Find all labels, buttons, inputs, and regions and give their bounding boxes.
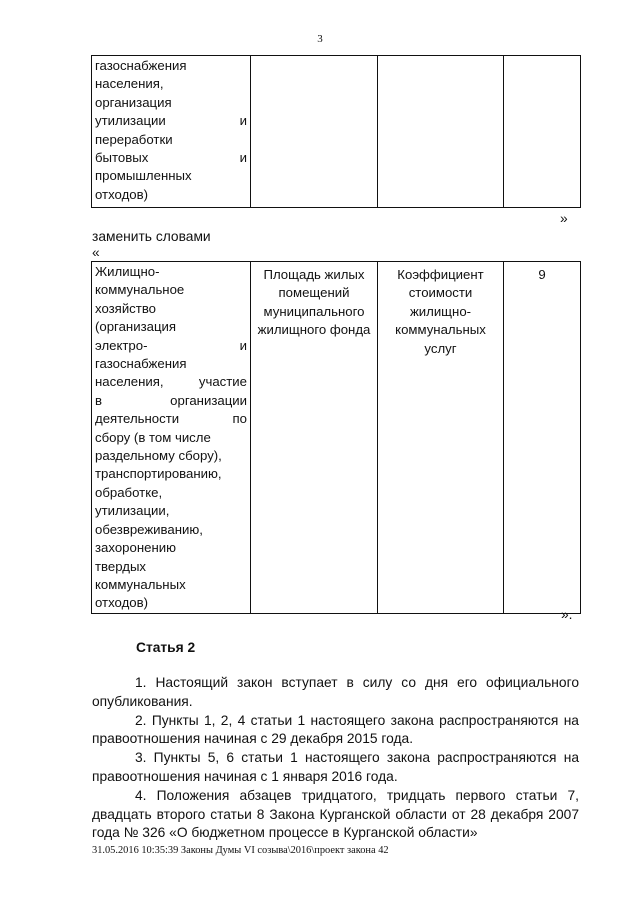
table-top-col3 xyxy=(378,56,504,208)
cell-line xyxy=(95,373,247,391)
table-bottom-col2 xyxy=(251,262,378,614)
cell-line: коммунальных xyxy=(95,576,186,592)
table-top-col2 xyxy=(251,56,378,208)
cell-line xyxy=(95,337,247,355)
cell-line: переработки xyxy=(95,131,173,147)
cell-line: газоснабжения xyxy=(95,58,187,73)
paragraph: 4. Положения абзацев тридцатого, тридцать первого статьи 7, двадцать второго статьи 8 Закона Курганской области от 28 декабря 2007 года № 326 «О бюджетном процессе в Курганской области» xyxy=(92,787,579,841)
cell-line-left: утилизации xyxy=(95,113,166,129)
page-number: 3 xyxy=(317,33,323,45)
col3-line: услуг xyxy=(424,340,457,356)
col3-line: коммунальных xyxy=(395,322,486,338)
paragraph: 2. Пункты 1, 2, 4 статьи 1 настоящего закона распространяются на правоотношения начиная с 29 декабря 2015 года. xyxy=(92,712,579,747)
cell-line: организация xyxy=(95,94,172,110)
cell-line: захоронению xyxy=(95,540,176,556)
table-top-col1-lines xyxy=(95,57,247,204)
paragraph: 1. Настоящий закон вступает в силу со дня его официального опубликования. xyxy=(92,675,579,709)
table-bottom-col1-lines xyxy=(95,263,247,613)
cell-line-left: населения, xyxy=(95,374,164,390)
cell-line: обработке, xyxy=(95,484,163,500)
cell-line: утилизации, xyxy=(95,503,170,519)
cell-line: твердых xyxy=(95,558,147,574)
col3-line: жилищно- xyxy=(409,303,472,319)
cell-line-left: бытовых xyxy=(95,150,149,166)
open-quote: « xyxy=(92,245,100,260)
cell-line-right: и xyxy=(239,113,247,129)
cell-line: промышленных xyxy=(95,168,192,184)
table-top xyxy=(91,55,581,208)
cell-line-right: по xyxy=(232,411,247,427)
cell-line-right: участие xyxy=(198,374,247,390)
col2-line: помещений xyxy=(278,285,350,301)
article-title: Статья 2 xyxy=(136,640,196,655)
table-top-col1 xyxy=(92,56,251,208)
cell-line: коммунальное xyxy=(95,282,185,298)
cell-line: обезвреживанию, xyxy=(95,521,203,537)
cell-line-left: электро- xyxy=(95,337,148,353)
cell-line: сбору (в том числе xyxy=(95,429,211,445)
table-bottom-col1 xyxy=(92,262,251,614)
col2-line: жилищного фонда xyxy=(257,322,371,338)
cell-line xyxy=(95,112,247,130)
footer-path: 31.05.2016 10:35:39 Законы Думы VI созыва\2016\проект закона 42 xyxy=(92,845,389,856)
cell-line-right: и xyxy=(239,337,247,353)
article-body xyxy=(92,674,579,843)
cell-line-left: в xyxy=(95,392,103,408)
replace-instruction: заменить словами xyxy=(92,229,211,244)
cell-line: Жилищно- xyxy=(95,264,160,279)
col4-value: 9 xyxy=(538,267,546,282)
col3-line: стоимости xyxy=(408,285,473,301)
cell-line: газоснабжения xyxy=(95,356,187,372)
cell-line: хозяйство xyxy=(95,300,157,316)
cell-line: транспортированию, xyxy=(95,466,222,482)
paragraph: 3. Пункты 5, 6 статьи 1 настоящего закона распространяются на правоотношения начиная с 1 января 2016 года. xyxy=(92,750,579,784)
cell-line: населения, xyxy=(95,76,164,92)
table-bottom-col4 xyxy=(504,262,581,614)
cell-line xyxy=(95,410,247,428)
cell-line: отходов) xyxy=(95,595,149,611)
cell-line: (организация xyxy=(95,319,177,335)
col2-line: Площадь жилых xyxy=(263,267,365,282)
close-quote: » xyxy=(560,211,568,226)
table-bottom xyxy=(91,261,581,614)
table-top-col4 xyxy=(504,56,581,208)
cell-line: раздельному сбору), xyxy=(95,448,222,464)
cell-line-right: организации xyxy=(170,392,247,408)
cell-line: отходов) xyxy=(95,186,149,202)
col2-line: муниципального xyxy=(263,303,365,319)
table-bottom-col3 xyxy=(378,262,504,614)
cell-line-right: и xyxy=(239,150,247,166)
cell-line xyxy=(95,149,247,167)
col3-line: Коэффициент xyxy=(397,267,484,282)
close-quote-period: ». xyxy=(561,607,573,622)
cell-line-left: деятельности xyxy=(95,411,180,427)
cell-line xyxy=(95,392,247,410)
